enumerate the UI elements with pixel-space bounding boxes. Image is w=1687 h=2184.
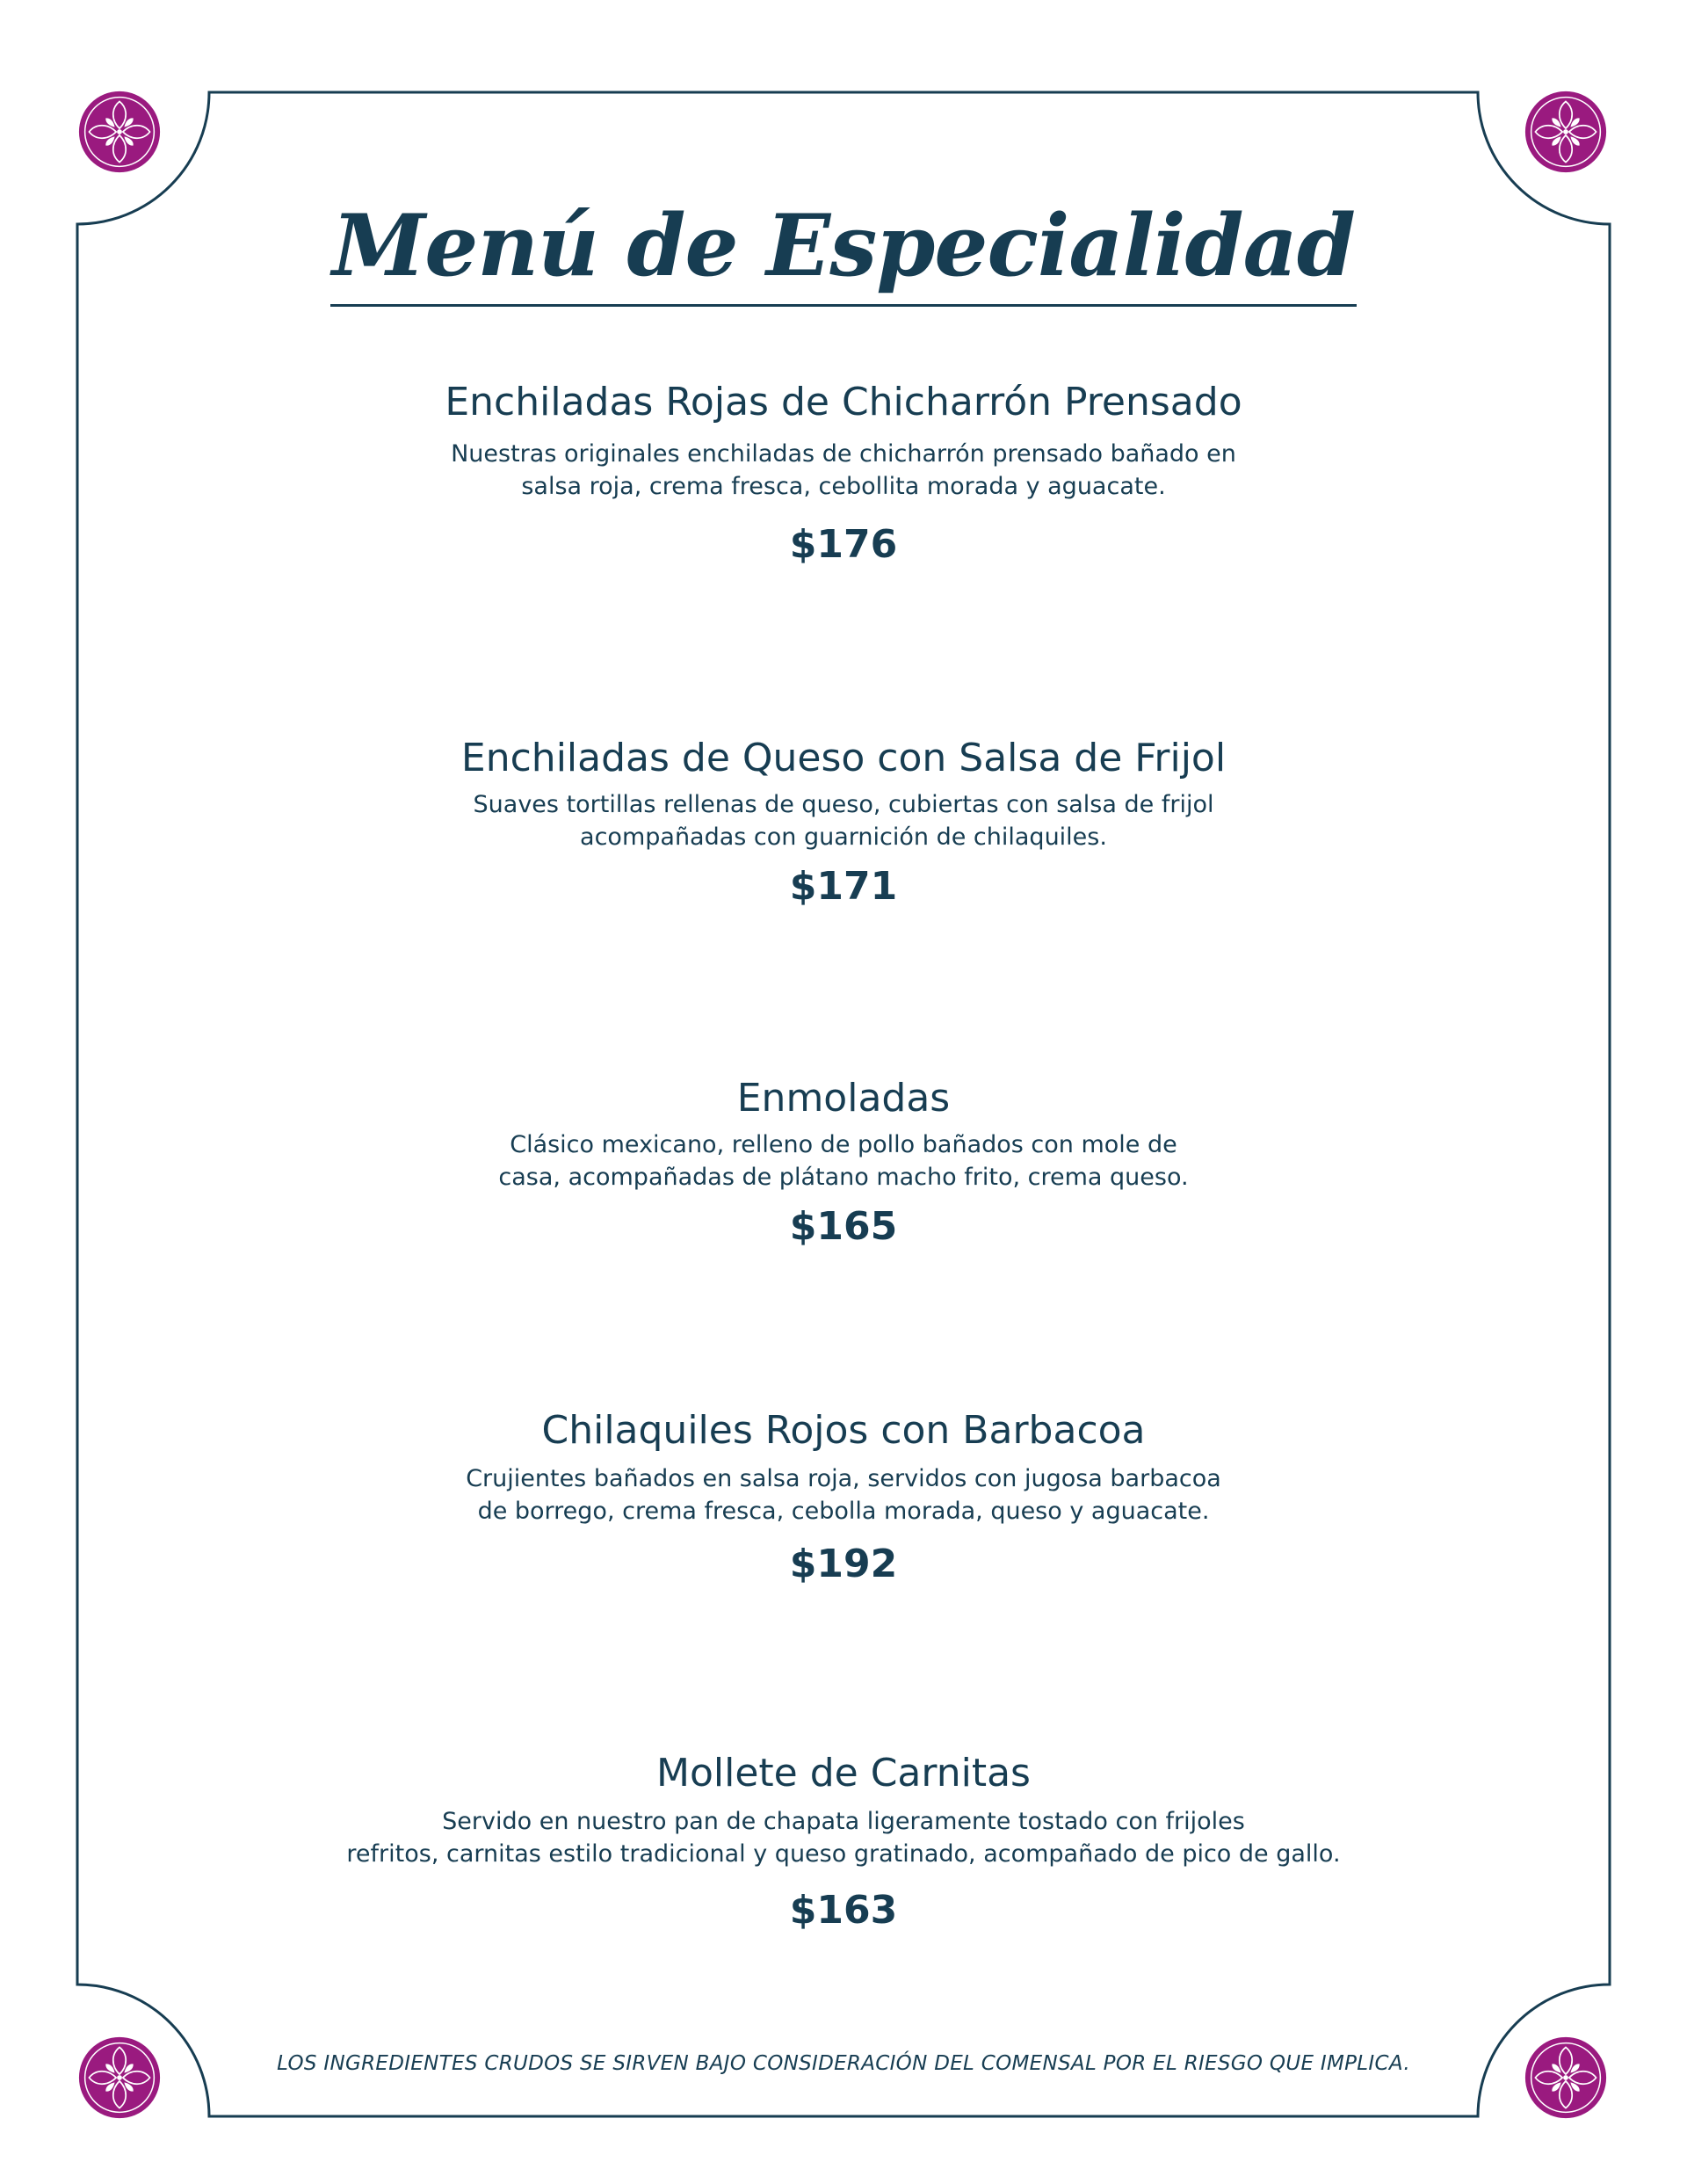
dish-price: $192 <box>789 1542 898 1586</box>
dish-name: Enmoladas <box>736 1076 951 1121</box>
dish-description-line: casa, acompañadas de plátano macho frito, crema queso. <box>498 1164 1189 1191</box>
flower-medallion-icon <box>77 2035 162 2120</box>
menu-title-block <box>0 193 1687 307</box>
flower-medallion-graphic <box>1524 2035 1608 2120</box>
flower-medallion-icon <box>1524 2035 1608 2120</box>
menu-item <box>264 1406 1423 1589</box>
menu-item <box>264 734 1423 911</box>
menu-title: Menú de Especialidad <box>330 193 1357 307</box>
menu-item <box>264 1074 1423 1252</box>
dish-description-line: salsa roja, crema fresca, cebollita morada y aguacate. <box>521 473 1166 500</box>
flower-medallion-graphic <box>1524 90 1608 174</box>
footer-disclaimer: LOS INGREDIENTES CRUDOS SE SIRVEN BAJO CONSIDERACIÓN DEL COMENSAL POR EL RIESGO QUE IMPLICA. <box>277 2052 1410 2075</box>
dish-description <box>316 788 1371 853</box>
dish-description <box>316 438 1371 503</box>
dish-description-line: Suaves tortillas rellenas de queso, cubiertas con salsa de frijol <box>473 791 1214 818</box>
dish-description-line: Crujientes bañados en salsa roja, servidos con jugosa barbacoa <box>466 1465 1221 1492</box>
flower-medallion-graphic <box>77 90 162 174</box>
dish-price: $165 <box>789 1204 898 1249</box>
dish-name: Chilaquiles Rojos con Barbacoa <box>541 1408 1146 1453</box>
flower-medallion-icon <box>77 90 162 174</box>
flower-medallion-graphic <box>77 2035 162 2120</box>
flower-medallion-icon <box>1524 90 1608 174</box>
dish-description-line: Clásico mexicano, relleno de pollo bañados con mole de <box>510 1131 1177 1158</box>
dish-description-line: Servido en nuestro pan de chapata ligeramente tostado con frijoles <box>442 1808 1245 1835</box>
dish-name: Mollete de Carnitas <box>656 1751 1031 1796</box>
dish-price: $176 <box>789 522 898 567</box>
dish-description-line: de borrego, crema fresca, cebolla morada, queso y aguacate. <box>477 1498 1210 1525</box>
dish-name: Enchiladas Rojas de Chicharrón Prensado <box>445 380 1242 424</box>
dish-description <box>264 1805 1423 1870</box>
dish-price: $163 <box>789 1888 898 1933</box>
dish-description <box>316 1128 1371 1194</box>
menu-item <box>264 378 1423 570</box>
menu-item <box>264 1749 1423 1935</box>
dish-description <box>316 1462 1371 1527</box>
dish-name: Enchiladas de Queso con Salsa de Frijol <box>460 736 1227 780</box>
dish-description-line: acompañadas con guarnición de chilaquiles. <box>580 824 1107 851</box>
dish-description-line: Nuestras originales enchiladas de chicharrón prensado bañado en <box>451 440 1236 468</box>
dish-price: $171 <box>789 864 898 909</box>
dish-description-line: refritos, carnitas estilo tradicional y queso gratinado, acompañado de pico de gallo. <box>346 1840 1341 1868</box>
